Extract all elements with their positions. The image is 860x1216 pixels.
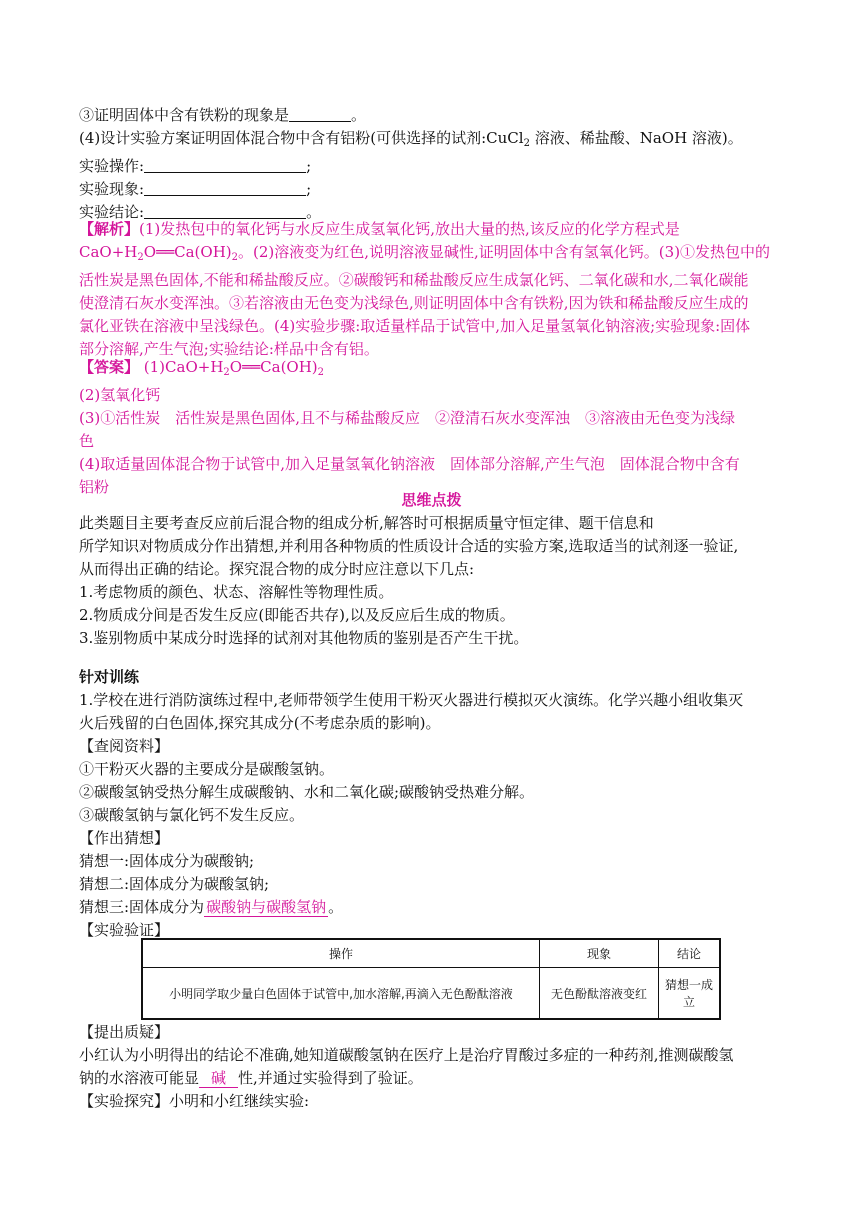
q4-text: (4)设计实验方案证明固体混合物中含有铝粉(可供选择的试剂:CuCl xyxy=(79,129,524,147)
explore-line: 小明和小红继续实验: xyxy=(169,1092,310,1110)
filled-answer: 碱 xyxy=(199,1069,238,1088)
doubt-line: 性,并通过实验得到了验证。 xyxy=(238,1069,423,1087)
q3-sub3-text: ③证明固体中含有铁粉的现象是 xyxy=(79,106,290,124)
concl-label: 实验结论: xyxy=(79,203,145,221)
answer-line: (2)氢氧化钙 xyxy=(79,386,161,404)
answer-line: (4)取适量固体混合物于试管中,加入足量氢氧化钠溶液 固体部分溶解,产生气泡 固体混合物中含有 xyxy=(79,455,740,473)
table-header: 结论 xyxy=(659,939,721,968)
formula: Ca(OH) xyxy=(260,358,318,376)
formula: O xyxy=(143,243,157,261)
info-line: ①干粉灭火器的主要成分是碳酸氢钠。 xyxy=(79,760,335,778)
punct: 。 xyxy=(306,203,322,221)
table-row xyxy=(142,968,720,1020)
phen-blank[interactable] xyxy=(144,179,306,196)
analysis-line: 部分溶解,产生气泡;实验结论:样品中含有铝。 xyxy=(79,340,379,358)
thinking-point: 1.考虑物质的颜色、状态、溶解性等物理性质。 xyxy=(79,583,394,601)
thinking-line: 从而得出正确的结论。探究混合物的成分时应注意以下几点: xyxy=(79,560,475,578)
punct: ; xyxy=(306,180,312,198)
thinking-line: 此类题目主要考查反应前后混合物的组成分析,解答时可根据质量守恒定律、题干信息和 xyxy=(79,514,654,532)
equals-sign: ══ xyxy=(242,358,261,376)
thinking-line: 所学知识对物质成分作出猜想,并利用各种物质的性质设计合适的实验方案,选取适当的试剂逐一验证, xyxy=(79,537,739,555)
question-block xyxy=(79,104,784,224)
concl-blank[interactable] xyxy=(144,202,306,219)
equals-sign: ══ xyxy=(156,243,175,261)
table-cell: 猜想一成立 xyxy=(659,968,721,1020)
table-header-row xyxy=(142,939,720,968)
formula: (1)CaO+H xyxy=(139,358,224,376)
thinking-point: 2.物质成分间是否发生反应(即能否共存),以及反应后生成的物质。 xyxy=(79,606,515,624)
phen-line xyxy=(79,178,784,201)
analysis-line: 氯化亚铁在溶液中呈浅绿色。(4)实验步骤:取适量样品于试管中,加入足量氢氧化钠溶液;实验现象:固体 xyxy=(79,317,751,335)
formula: CaO+H xyxy=(79,243,138,261)
formula: Ca(OH) xyxy=(174,243,232,261)
analysis-line: 。(2)溶液变为红色,说明溶液显碱性,证明固体中含有氢氧化钙。(3)①发热包中的 xyxy=(238,243,771,261)
table-header: 操作 xyxy=(142,939,540,968)
answer-tag: 【答案】 xyxy=(79,358,140,376)
analysis-block xyxy=(79,218,784,361)
experiment-table xyxy=(141,938,721,1020)
thinking-block xyxy=(79,489,784,650)
q4-tail: 溶液、稀盐酸、NaOH 溶液)。 xyxy=(529,129,743,147)
section-tag: 【提出质疑】 xyxy=(79,1023,170,1041)
q3-sub3-line xyxy=(79,104,784,127)
phen-label: 实验现象: xyxy=(79,180,145,198)
subscript: 2 xyxy=(223,367,230,378)
punct: 。 xyxy=(351,106,367,124)
subscript: 2 xyxy=(317,367,325,378)
table-cell: 小明同学取少量白色固体于试管中,加水溶解,再滴入无色酚酞溶液 xyxy=(142,968,540,1020)
op-line xyxy=(79,155,784,178)
analysis-line: 使澄清石灰水变浑浊。③若溶液由无色变为浅绿色,则证明固体中含有铁粉,因为铁和稀盐酸反应生成的 xyxy=(79,294,749,312)
analysis-tag: 【解析】 xyxy=(79,220,140,238)
filled-answer: 碳酸钠与碳酸氢钠 xyxy=(206,898,327,916)
table-header: 现象 xyxy=(540,939,659,968)
op-blank[interactable] xyxy=(144,156,306,173)
thinking-point: 3.鉴别物质中某成分时选择的试剂对其他物质的鉴别是否产生干扰。 xyxy=(79,629,529,647)
doubt-line: 钠的水溶液可能显 xyxy=(79,1069,200,1087)
analysis-line: 活性炭是黑色固体,不能和稀盐酸反应。②碳酸钙和稀盐酸反应生成氯化钙、二氧化碳和水,二氧化碳能 xyxy=(79,271,749,289)
info-line: ②碳酸氢钠受热分解生成碳酸钠、水和二氧化碳;碳酸钠受热难分解。 xyxy=(79,783,535,801)
subscript: 2 xyxy=(523,138,530,149)
doubt-line: 小红认为小明得出的结论不准确,她知道碳酸氢钠在医疗上是治疗胃酸过多症的一种药剂,推测碳酸氢 xyxy=(79,1046,734,1064)
op-label: 实验操作: xyxy=(79,157,145,175)
question-line: 1.学校在进行消防演练过程中,老师带领学生使用干粉灭火器进行模拟灭火演练。化学兴趣小组收集灭 xyxy=(79,691,744,709)
section-tag: 【实验验证】 xyxy=(79,921,170,939)
punct: 。 xyxy=(328,898,344,916)
punct: ; xyxy=(306,157,312,175)
answer-line: 色 xyxy=(79,432,95,450)
subscript: 2 xyxy=(137,252,144,263)
analysis-line: (1)发热包中的氧化钙与水反应生成氢氧化钙,放出大量的热,该反应的化学方程式是 xyxy=(139,220,680,238)
thinking-title: 思维点拨 xyxy=(401,491,462,509)
training-title: 针对训练 xyxy=(79,668,140,686)
table-cell: 无色酚酞溶液变红 xyxy=(540,968,659,1020)
answer-line: 铝粉 xyxy=(79,478,110,496)
formula: O xyxy=(229,358,243,376)
section-tag: 【实验探究】 xyxy=(79,1092,170,1110)
training-block xyxy=(79,666,784,942)
question-line: 火后残留的白色固体,探究其成分(不考虑杂质的影响)。 xyxy=(79,714,441,732)
answer-block xyxy=(79,356,784,499)
q4-line xyxy=(79,127,784,155)
guess-line: 猜想一:固体成分为碳酸钠; xyxy=(79,852,255,870)
info-line: ③碳酸氢钠与氯化钙不发生反应。 xyxy=(79,806,305,824)
section-tag: 【作出猜想】 xyxy=(79,829,170,847)
subscript: 2 xyxy=(231,252,239,263)
answer-blank[interactable] xyxy=(289,105,351,122)
answer-line: (3)①活性炭 活性炭是黑色固体,且不与稀盐酸反应 ②澄清石灰水变浑浊 ③溶液由无色变为浅绿 xyxy=(79,409,736,427)
guess-line: 猜想二:固体成分为碳酸氢钠; xyxy=(79,875,270,893)
guess-line: 猜想三:固体成分为 xyxy=(79,898,205,916)
section-tag: 【查阅资料】 xyxy=(79,737,170,755)
doubt-block xyxy=(79,1021,784,1113)
